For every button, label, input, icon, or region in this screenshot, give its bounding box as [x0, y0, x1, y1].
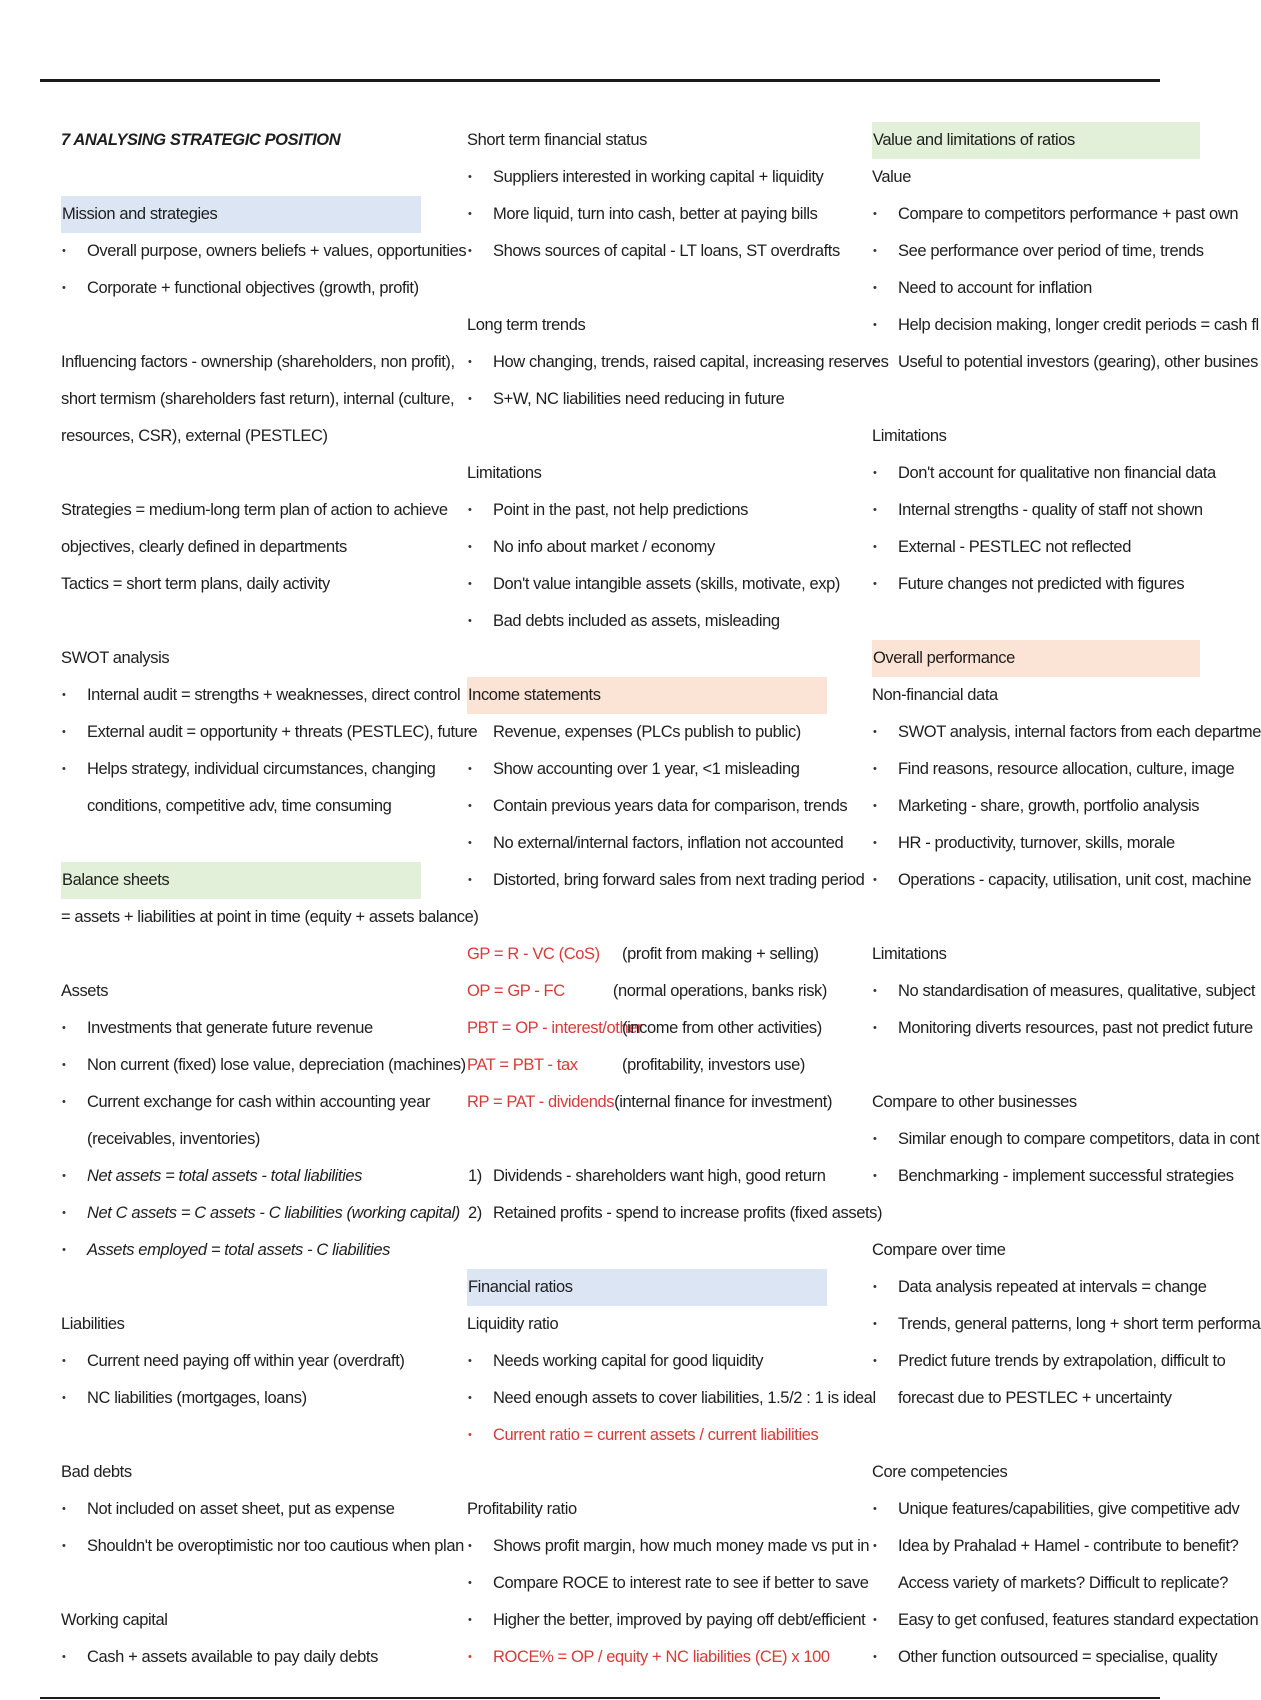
list-item: • Investments that generate future revenue — [61, 1010, 421, 1047]
list-item: • Don't value intangible assets (skills, motivate, exp) — [467, 566, 827, 603]
list-item: • More liquid, turn into cash, better at paying bills — [467, 196, 827, 233]
limitations-heading: Limitations — [872, 427, 947, 445]
list-item: • Distorted, bring forward sales from next trading period — [467, 862, 827, 899]
list-item: • Assets employed = total assets - C liabilities — [61, 1232, 421, 1269]
item-number: 1) — [468, 1167, 482, 1185]
paragraph-line: short termism (shareholders fast return), internal (culture, — [61, 390, 455, 408]
list-item: • Shouldn't be overoptimistic nor too cautious when plan — [61, 1528, 421, 1565]
formula-note: (internal finance for investment) — [614, 1093, 833, 1111]
list-item: • HR - productivity, turnover, skills, morale — [872, 825, 1200, 862]
list-item: • S+W, NC liabilities need reducing in future — [467, 381, 827, 418]
limitations-heading: Limitations — [872, 945, 947, 963]
list-item: • Internal audit = strengths + weaknesses, direct control — [61, 677, 421, 714]
compare-businesses-heading: Compare to other businesses — [872, 1093, 1077, 1111]
numbered-item — [467, 1158, 827, 1195]
list-item: • Predict future trends by extrapolation, difficult to — [872, 1343, 1200, 1380]
list-item: • Current need paying off within year (overdraft) — [61, 1343, 421, 1380]
list-item: • Corporate + functional objectives (growth, profit) — [61, 270, 421, 307]
list-item: • Bad debts included as assets, misleading — [467, 603, 827, 640]
bad-debts-heading: Bad debts — [61, 1463, 132, 1481]
paragraph-line: = assets + liabilities at point in time (equity + assets balance) — [61, 908, 479, 926]
list-item: • Find reasons, resource allocation, culture, image — [872, 751, 1200, 788]
list-item: • Higher the better, improved by paying off debt/efficient — [467, 1602, 827, 1639]
list-item: • Compare to competitors performance + past own — [872, 196, 1200, 233]
formula-lhs: GP = R - VC (CoS) — [467, 945, 600, 963]
list-item: • Non current (fixed) lose value, depreciation (machines) — [61, 1047, 421, 1084]
list-item: • Similar enough to compare competitors, data in cont — [872, 1121, 1200, 1158]
formula-lhs: PBT = OP - interest/other — [467, 1019, 643, 1037]
income-statements-heading: Income statements — [467, 677, 827, 714]
balance-sheets-heading: Balance sheets — [61, 862, 421, 899]
list-item: • Other function outsourced = specialise, quality — [872, 1639, 1200, 1676]
mission-heading: Mission and strategies — [61, 196, 421, 233]
list-item: • Idea by Prahalad + Hamel - contribute to benefit? — [872, 1528, 1200, 1565]
top-rule — [40, 79, 1160, 82]
list-item: • Compare ROCE to interest rate to see if better to save — [467, 1565, 827, 1602]
core-competencies-heading: Core competencies — [872, 1463, 1008, 1481]
long-term-trends-heading: Long term trends — [467, 316, 586, 334]
formula-row — [467, 936, 827, 973]
list-item: • Cash + assets available to pay daily debts — [61, 1639, 421, 1676]
list-item: • Revenue, expenses (PLCs publish to public) — [467, 714, 827, 751]
value-limitations-heading: Value and limitations of ratios — [872, 122, 1200, 159]
item-text: Retained profits - spend to increase profits (fixed assets) — [493, 1204, 883, 1222]
financial-ratios-heading: Financial ratios — [467, 1269, 827, 1306]
list-item: • SWOT analysis, internal factors from each departme — [872, 714, 1200, 751]
list-item: • Easy to get confused, features standard expectation — [872, 1602, 1200, 1639]
list-item: • Contain previous years data for comparison, trends — [467, 788, 827, 825]
list-item: • No info about market / economy — [467, 529, 827, 566]
list-item: • See performance over period of time, trends — [872, 233, 1200, 270]
paragraph-line: Influencing factors - ownership (shareholders, non profit), — [61, 353, 455, 371]
formula-row — [467, 973, 827, 1010]
list-item: • Need enough assets to cover liabilities, 1.5/2 : 1 is ideal — [467, 1380, 827, 1417]
formula-row — [467, 1010, 827, 1047]
list-item: • Current exchange for cash within accounting year — [61, 1084, 421, 1121]
list-item: • Data analysis repeated at intervals = change — [872, 1269, 1200, 1306]
list-item: • Future changes not predicted with figures — [872, 566, 1200, 603]
list-item: • Don't account for qualitative non financial data — [872, 455, 1200, 492]
swot-heading: SWOT analysis — [61, 649, 170, 667]
list-item: • NC liabilities (mortgages, loans) — [61, 1380, 421, 1417]
list-item: • Need to account for inflation — [872, 270, 1200, 307]
list-item: • Suppliers interested in working capital + liquidity — [467, 159, 827, 196]
list-item: • Shows profit margin, how much money made vs put in — [467, 1528, 827, 1565]
list-item-continuation: conditions, competitive adv, time consuming — [87, 797, 392, 815]
list-item: • ROCE% = OP / equity + NC liabilities (CE) x 100 — [467, 1639, 827, 1676]
list-item: • Benchmarking - implement successful strategies — [872, 1158, 1200, 1195]
formula-note: (normal operations, banks risk) — [612, 982, 827, 1000]
list-item: • Net C assets = C assets - C liabilities (working capital) — [61, 1195, 421, 1232]
list-item: • Operations - capacity, utilisation, unit cost, machine — [872, 862, 1200, 899]
profitability-ratio-heading: Profitability ratio — [467, 1500, 577, 1518]
item-number: 2) — [468, 1204, 482, 1222]
formula-note: (profitability, investors use) — [622, 1056, 806, 1074]
list-item: • Point in the past, not help predictions — [467, 492, 827, 529]
list-item: • Net assets = total assets - total liabilities — [61, 1158, 421, 1195]
formula-note: (profit from making + selling) — [622, 945, 819, 963]
paragraph-line: Tactics = short term plans, daily activity — [61, 575, 330, 593]
limitations-heading: Limitations — [467, 464, 542, 482]
list-item-continuation: (receivables, inventories) — [87, 1130, 261, 1148]
formula-lhs: OP = GP - FC — [467, 982, 565, 1000]
list-item: • How changing, trends, raised capital, increasing reserves — [467, 344, 827, 381]
list-item: • Useful to potential investors (gearing), other busines — [872, 344, 1200, 381]
numbered-item — [467, 1195, 883, 1232]
list-item: • Shows sources of capital - LT loans, ST overdrafts — [467, 233, 827, 270]
list-item: • No standardisation of measures, qualitative, subject — [872, 973, 1200, 1010]
list-item: • Overall purpose, owners beliefs + values, opportunities — [61, 233, 421, 270]
list-item-continuation: forecast due to PESTLEC + uncertainty — [898, 1389, 1172, 1407]
column-2 — [467, 122, 889, 1676]
working-capital-heading: Working capital — [61, 1611, 168, 1629]
list-item: • Show accounting over 1 year, <1 misleading — [467, 751, 827, 788]
list-item: • External - PESTLEC not reflected — [872, 529, 1200, 566]
paragraph-line: resources, CSR), external (PESTLEC) — [61, 427, 328, 445]
non-financial-data-heading: Non-financial data — [872, 686, 998, 704]
list-item: • Help decision making, longer credit periods = cash fl — [872, 307, 1200, 344]
bottom-rule — [40, 1697, 1160, 1699]
paragraph-line: objectives, clearly defined in departments — [61, 538, 347, 556]
short-term-status-heading: Short term financial status — [467, 131, 647, 149]
column-1 — [61, 122, 479, 1676]
list-item: • Not included on asset sheet, put as expense — [61, 1491, 421, 1528]
paragraph-line: Strategies = medium-long term plan of action to achieve — [61, 501, 448, 519]
formula-note: (income from other activities) — [622, 1019, 822, 1037]
list-item: • No external/internal factors, inflation not accounted — [467, 825, 827, 862]
list-item: • Needs working capital for good liquidity — [467, 1343, 827, 1380]
formula-lhs: RP = PAT - dividends — [467, 1093, 615, 1111]
list-item: • Internal strengths - quality of staff not shown — [872, 492, 1200, 529]
assets-heading: Assets — [61, 982, 109, 1000]
list-item: • Unique features/capabilities, give competitive adv — [872, 1491, 1200, 1528]
liabilities-heading: Liabilities — [61, 1315, 125, 1333]
compare-over-time-heading: Compare over time — [872, 1241, 1006, 1259]
list-item: • Current ratio = current assets / current liabilities — [467, 1417, 827, 1454]
list-item-continuation: Access variety of markets? Difficult to replicate? — [898, 1574, 1228, 1592]
list-item: • Monitoring diverts resources, past not predict future — [872, 1010, 1200, 1047]
formula-row — [467, 1047, 827, 1084]
liquidity-ratio-heading: Liquidity ratio — [467, 1315, 559, 1333]
column-3 — [872, 122, 1261, 1676]
formula-row — [467, 1084, 833, 1121]
item-text: Dividends - shareholders want high, good return — [493, 1167, 826, 1185]
page-title: 7 ANALYSING STRATEGIC POSITION — [61, 131, 341, 149]
value-heading: Value — [872, 168, 911, 186]
formula-lhs: PAT = PBT - tax — [467, 1056, 578, 1074]
list-item: • Marketing - share, growth, portfolio analysis — [872, 788, 1200, 825]
overall-performance-heading: Overall performance — [872, 640, 1200, 677]
list-item: • Helps strategy, individual circumstances, changing — [61, 751, 421, 788]
list-item: • External audit = opportunity + threats (PESTLEC), future — [61, 714, 421, 751]
list-item: • Trends, general patterns, long + short term performa — [872, 1306, 1200, 1343]
